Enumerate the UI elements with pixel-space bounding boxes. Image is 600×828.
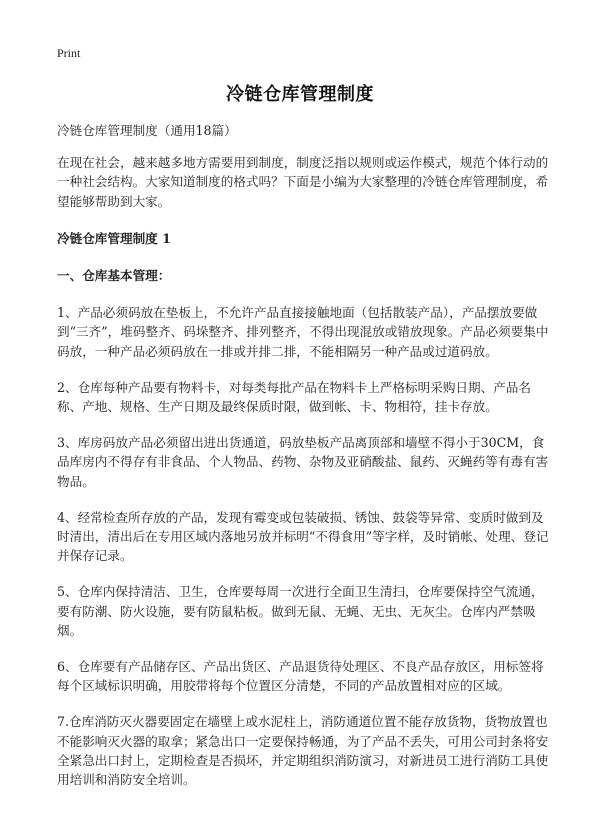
document-subtitle: 冷链仓库管理制度（通用18篇） [57, 123, 237, 138]
document-body [57, 121, 551, 806]
rule-item-6: 6、仓库要有产品储存区、产品出货区、产品退货待处理区、不良产品存放区，用标签将每个区域标识明确，用胶带将每个位置区分清楚，不同的产品放置相对应的区域。 [57, 659, 544, 694]
print-link[interactable]: Print [57, 46, 81, 60]
rule-item-5: 5、仓库内保持清洁、卫生，仓库要每周一次进行全面卫生清扫，仓库要保持空气流通，要有防潮、防火设施，要有防鼠粘板。做到无鼠、无蝇、无虫、无灰尘。仓库内严禁吸烟。 [57, 584, 544, 638]
sub-heading: 一、仓库基本管理： [57, 268, 171, 284]
rule-item-2: 2、仓库每种产品要有物料卡，对每类每批产品在物料卡上严格标明采购日期、产品名称、产地、规格、生产日期及最终保质时限，做到帐、卡、物相符，挂卡存放。 [57, 379, 531, 415]
intro-paragraph: 在现在社会，越来越多地方需要用到制度，制度泛指以规则或运作模式，规范个体行动的一种社会结构。大家知道制度的格式吗？下面是小编为大家整理的冷链仓库管理制度，希望能够帮助到大家。 [57, 155, 549, 209]
rule-item-1: 1、产品必须码放在垫板上，不允许产品直接接触地面（包括散装产品），产品摆放要做到“三齐”，堆码整齐、码垛整齐、排列整齐，不得出现混放或错放现象。产品必须要集中码放，一种产品必须码放在一排或并排二排，不能相隔另一种产品或过道码放。 [57, 305, 549, 359]
rule-item-3: 3、库房码放产品必须留出进出货通道，码放垫板产品离顶部和墙壁不得小于30CM，食品库房内不得存有非食品、个人物品、药物、杂物及亚硝酸盐、鼠药、灭蝇药等有毒有害物品。 [57, 435, 549, 489]
rule-item-7: 7.仓库消防灭火器要固定在墙壁上或水泥柱上，消防通道位置不能存放货物，货物放置也不能影响灭火器的取拿；紧急出口一定要保持畅通，为了产品不丢失，可用公司封条将安全紧急出口封上，定期检查是否损坏，并定期组织消防演习，对新进员工进行消防工具使用培训和消防安全培训。 [57, 714, 549, 788]
section-heading: 冷链仓库管理制度 1 [57, 230, 171, 246]
page-title: 冷链仓库管理制度 [226, 84, 374, 105]
rule-item-4: 4、经常检查所存放的产品，发现有霉变或包装破损、锈蚀、鼓袋等异常、变质时做到及时清出，清出后在专用区域内落地另放并标明“不得食用”等字样，及时销帐、处理、登记并保存记录。 [57, 509, 549, 564]
